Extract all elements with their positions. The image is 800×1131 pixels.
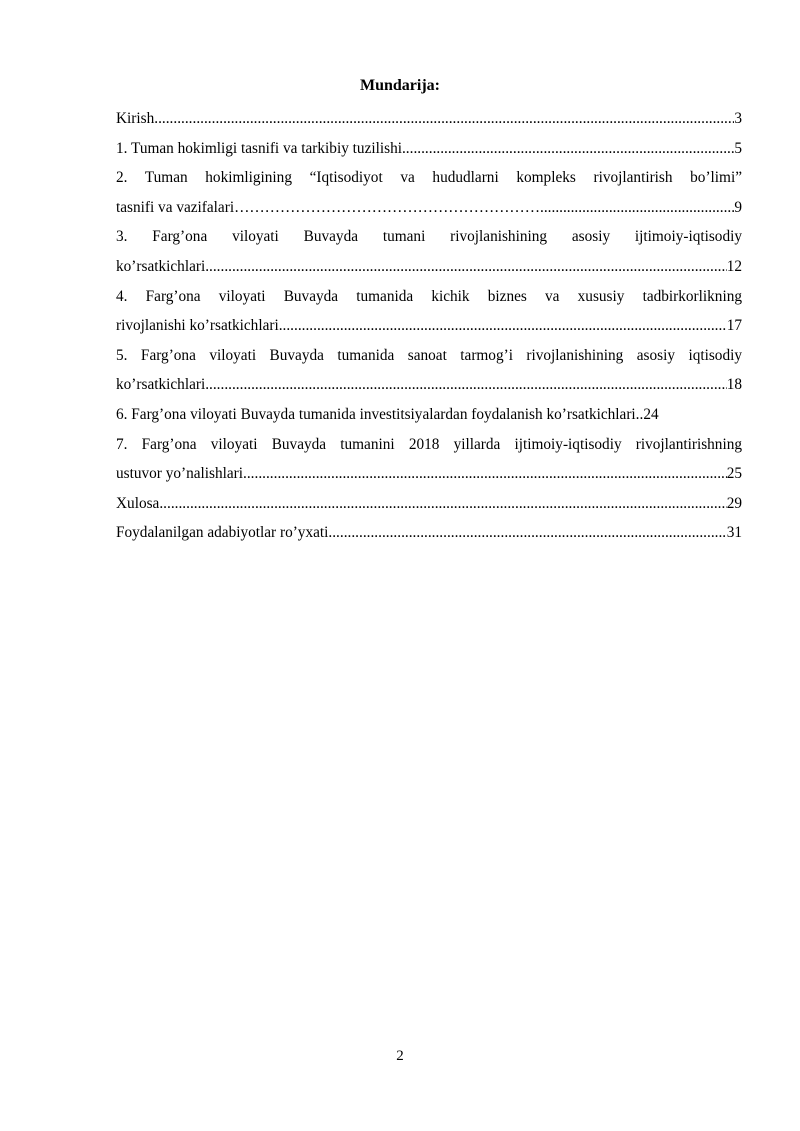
dot-leader bbox=[328, 518, 726, 548]
toc-page-number: 18 bbox=[726, 376, 742, 394]
dot-leader bbox=[402, 134, 734, 164]
toc-entry-text-line-1: 4. Farg’ona viloyati Buvayda tumanida kichik biznes va xususiy tadbirkorlikning bbox=[116, 287, 742, 305]
dot-leader bbox=[243, 459, 727, 489]
dot-leader bbox=[279, 311, 727, 341]
toc-page-number: 31 bbox=[726, 524, 742, 542]
toc-page-number: 3 bbox=[734, 110, 742, 127]
ellipsis-leader: …………………………………………………… bbox=[234, 198, 541, 216]
table-of-contents bbox=[116, 104, 742, 548]
toc-page-number: 17 bbox=[726, 317, 742, 335]
toc-entry-text: 6. Farg’ona viloyati Buvayda tumanida investitsiyalardan foydalanish ko’rsatkichlari.. bbox=[116, 405, 644, 423]
toc-page-number: 12 bbox=[726, 257, 742, 275]
toc-entry-text-line-2: ustuvor yo’nalishlari bbox=[116, 465, 244, 483]
toc-entry-bibliography[interactable] bbox=[116, 518, 742, 548]
toc-page-number: 24 bbox=[643, 405, 659, 423]
toc-page-number: 5 bbox=[734, 139, 742, 157]
toc-entry-text-line-2: ko’rsatkichlari bbox=[116, 257, 206, 275]
toc-entry-text-line-2: rivojlanishi ko’rsatkichlari bbox=[116, 317, 279, 335]
toc-entry-text-line-1: 2. Tuman hokimligining “Iqtisodiyot va hududlarni kompleks rivojlantirish bo’limi” bbox=[116, 169, 742, 187]
toc-entry-section-3[interactable] bbox=[116, 222, 742, 281]
toc-entry-text: Foydalanilgan adabiyotlar ro’yxati bbox=[116, 524, 329, 542]
dot-leader bbox=[154, 104, 734, 134]
dot-leader bbox=[205, 252, 727, 282]
toc-entry-text-line-1: 7. Farg’ona viloyati Buvayda tumanini 2018 yillarda ijtimoiy-iqtisodiy rivojlantirishning bbox=[116, 435, 742, 453]
toc-entry-text-line-1: 3. Farg’ona viloyati Buvayda tumani rivojlanishining asosiy ijtimoiy-iqtisodiy bbox=[116, 228, 742, 246]
toc-entry-section-7[interactable] bbox=[116, 430, 742, 489]
toc-entry-text: Kirish bbox=[116, 110, 155, 127]
toc-title: Mundarija: bbox=[360, 77, 440, 94]
toc-entry-text: Xulosa bbox=[116, 494, 160, 512]
dot-leader bbox=[205, 370, 727, 400]
toc-entry-xulosa[interactable] bbox=[116, 489, 742, 519]
toc-entry-section-2[interactable] bbox=[116, 163, 742, 222]
toc-page-number: 29 bbox=[726, 494, 742, 512]
page-number-footer: 2 bbox=[396, 1048, 404, 1064]
toc-entry-text-line-1: 5. Farg’ona viloyati Buvayda tumanida sanoat tarmog’i rivojlanishining asosiy iqtisodiy bbox=[116, 346, 742, 364]
toc-entry-section-4[interactable] bbox=[116, 282, 742, 341]
toc-entry-kirish[interactable] bbox=[116, 104, 742, 134]
toc-entry-section-5[interactable] bbox=[116, 341, 742, 400]
toc-page-number: 25 bbox=[726, 465, 742, 483]
toc-entry-text-line-2: tasnifi va vazifalari bbox=[116, 198, 235, 216]
toc-entry-section-6[interactable] bbox=[116, 400, 742, 430]
toc-entry-text: 1. Tuman hokimligi tasnifi va tarkibiy tuzilishi bbox=[116, 139, 402, 157]
dot-leader bbox=[159, 489, 726, 519]
toc-entry-text-line-2: ko’rsatkichlari bbox=[116, 376, 206, 394]
toc-entry-section-1[interactable] bbox=[116, 134, 742, 164]
toc-page-number: 9 bbox=[734, 198, 742, 216]
dot-leader bbox=[540, 193, 734, 223]
